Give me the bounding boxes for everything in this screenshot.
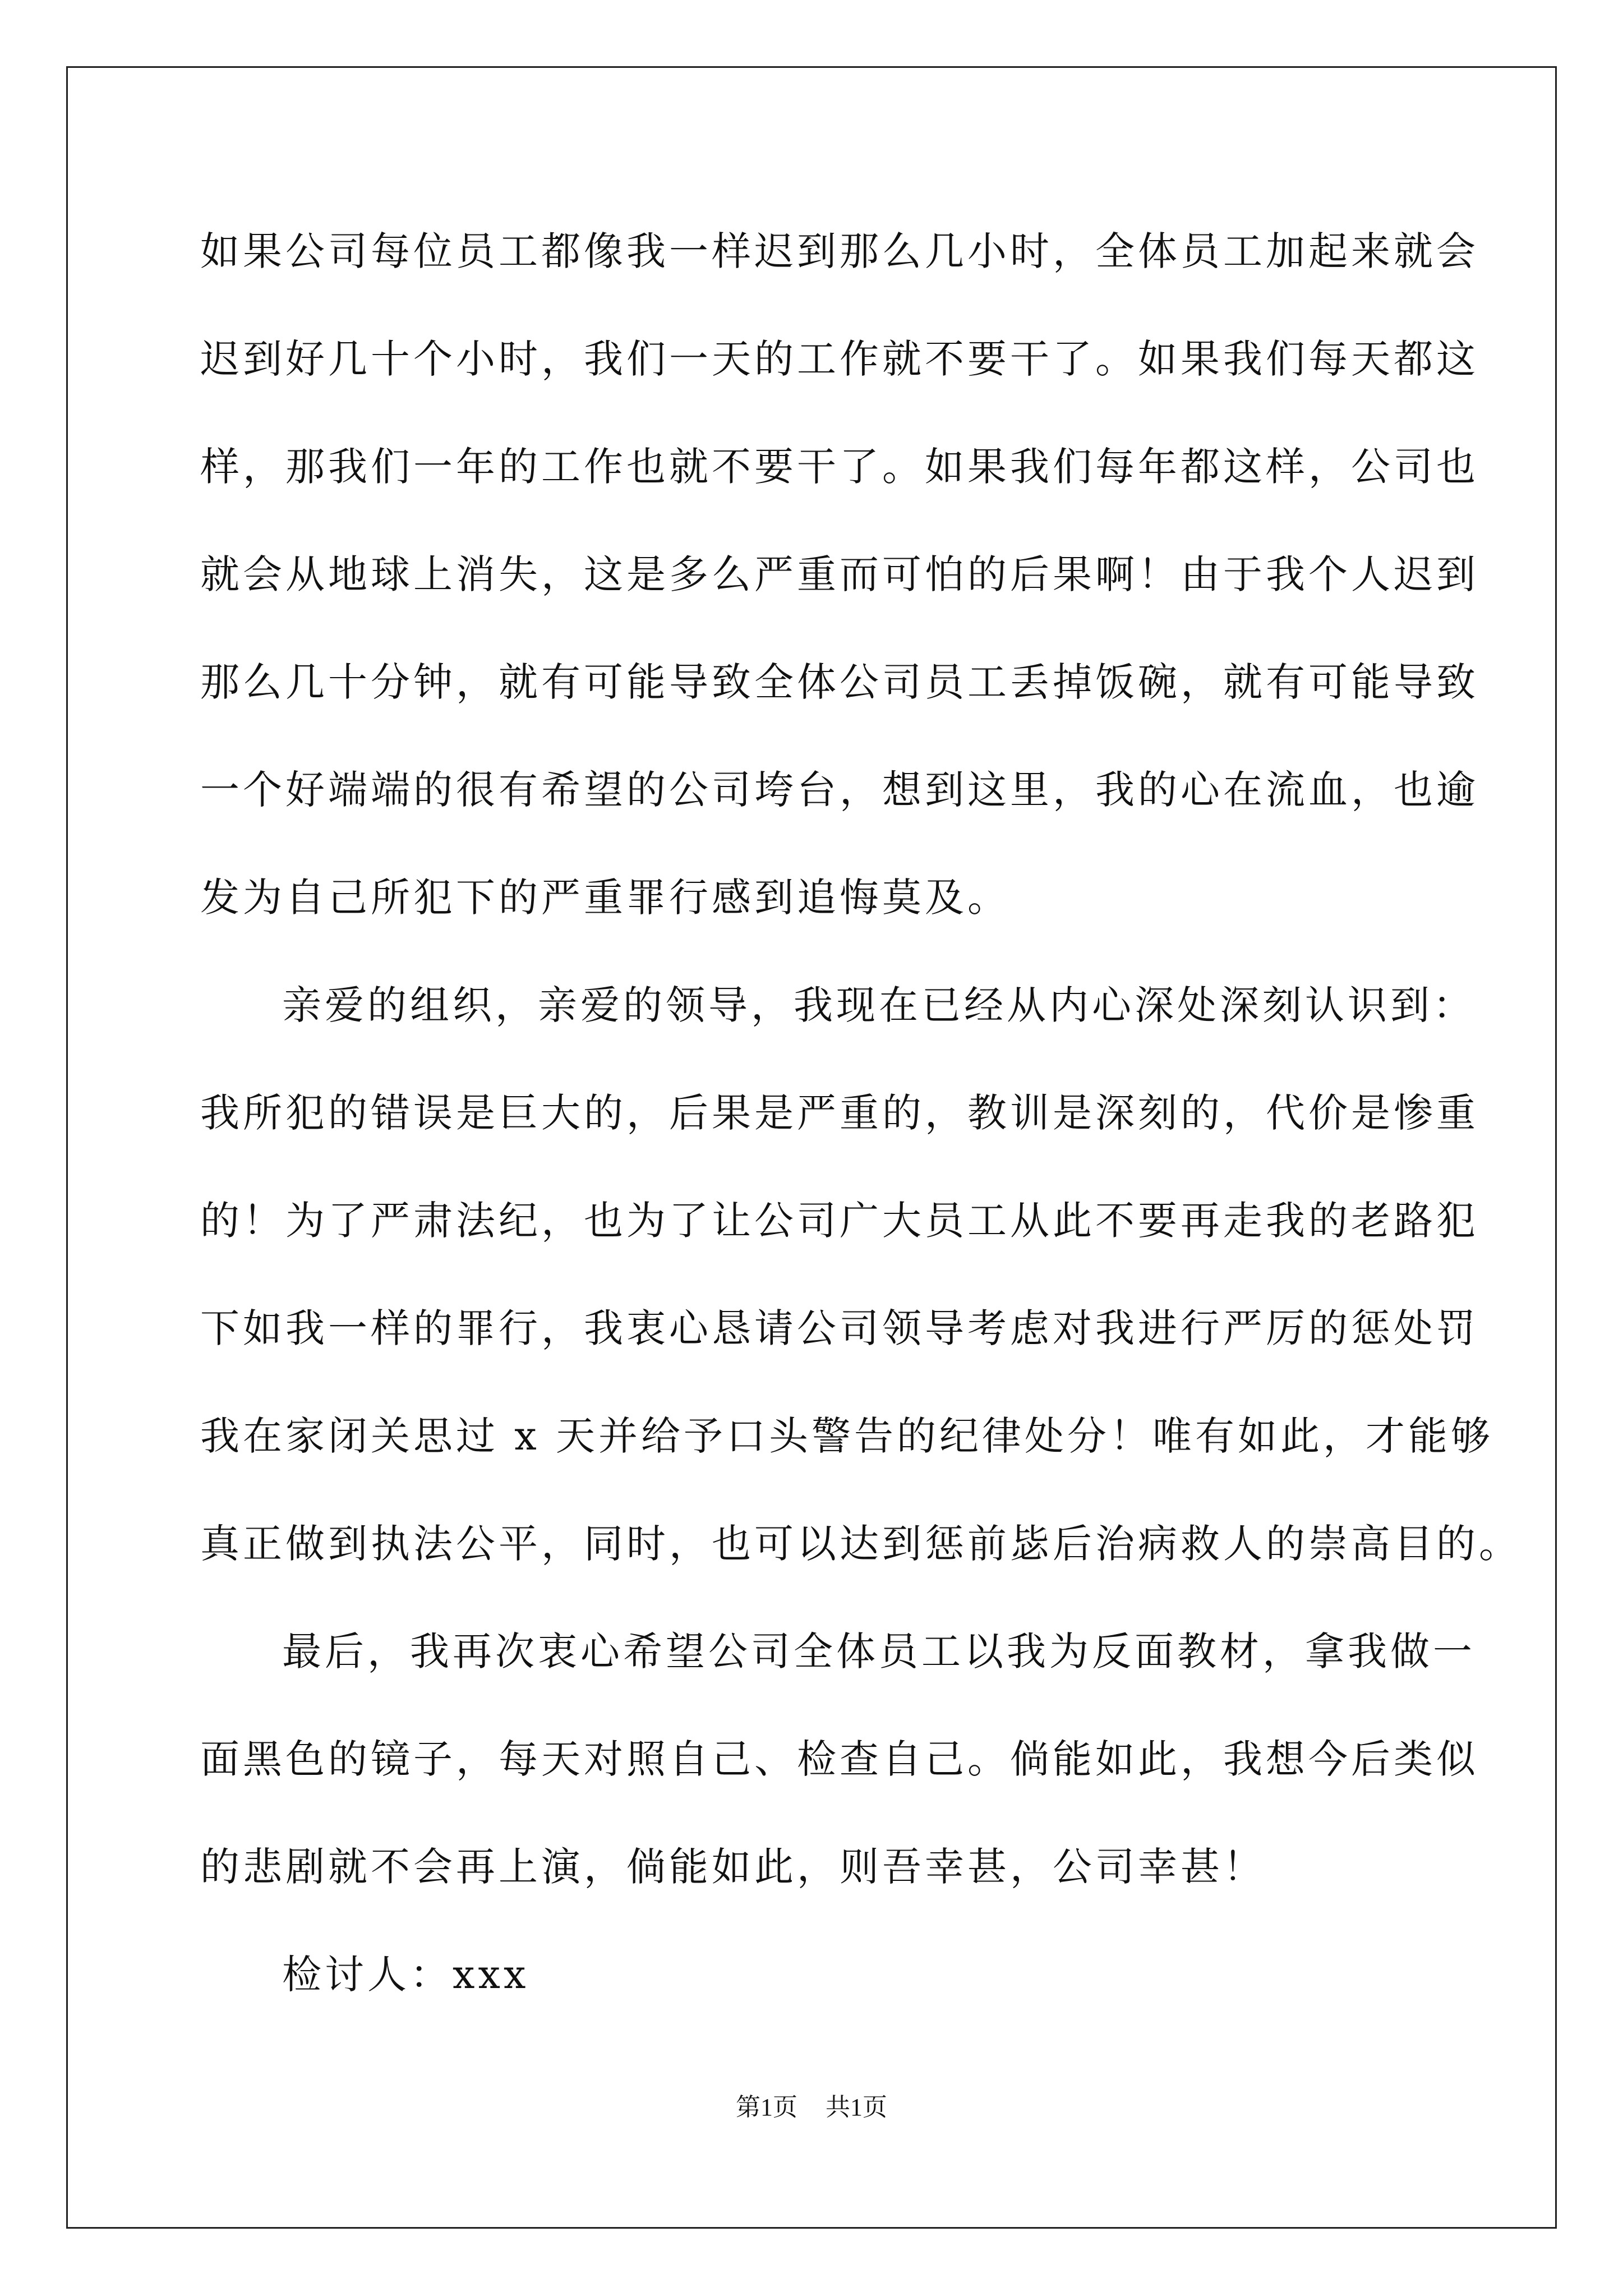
paragraph-start-line: 亲爱的组织，亲爱的领导，我现在已经从内心深处深刻认识到： [282,982,1476,1028]
text-line: 如果公司每位员工都像我一样迟到那么几小时，全体员工加起来就会 [200,228,1479,274]
page-number-current: 第1页 [736,2093,797,2121]
document-body [200,212,1521,2043]
text-line: 迟到好几十个小时，我们一天的工作就不要干了。如果我们每天都这 [200,336,1479,382]
text-line: 我所犯的错误是巨大的，后果是严重的，教训是深刻的，代价是惨重 [200,1090,1479,1136]
text-line: 一个好端端的很有希望的公司垮台，想到这里，我的心在流血，也逾 [200,767,1479,813]
text-line: 下如我一样的罪行，我衷心恳请公司领导考虑对我进行严厉的惩处罚 [200,1305,1479,1351]
text-line: 样，那我们一年的工作也就不要干了。如果我们每年都这样，公司也 [200,444,1479,490]
paragraph-start-line: 最后，我再次衷心希望公司全体员工以我为反面教材，拿我做一 [282,1628,1476,1674]
text-line: 就会从地球上消失，这是多么严重而可怕的后果啊！由于我个人迟到 [200,551,1479,597]
text-line: 的！为了严肃法纪，也为了让公司广大员工从此不要再走我的老路犯 [200,1198,1479,1244]
text-line: 的悲剧就不会再上演，倘能如此，则吾幸甚，公司幸甚！ [200,1844,1266,1890]
page-number-total: 共1页 [826,2093,887,2121]
text-line: 发为自己所犯下的严重罪行感到追悔莫及。 [200,875,1010,921]
text-line: 那么几十分钟，就有可能导致全体公司员工丢掉饭碗，就有可能导致 [200,659,1479,705]
text-line: 真正做到执法公平，同时，也可以达到惩前毖后治病救人的崇高目的。 [200,1521,1521,1567]
text-line: 面黑色的镜子，每天对照自己、检查自己。倘能如此，我想今后类似 [200,1736,1479,1782]
signature-line: 检讨人：xxx [282,1952,529,1998]
text-line: 我在家闭关思过 x 天并给予口头警告的纪律处分！唯有如此，才能够 [200,1413,1493,1459]
page-footer [0,2091,1623,2124]
